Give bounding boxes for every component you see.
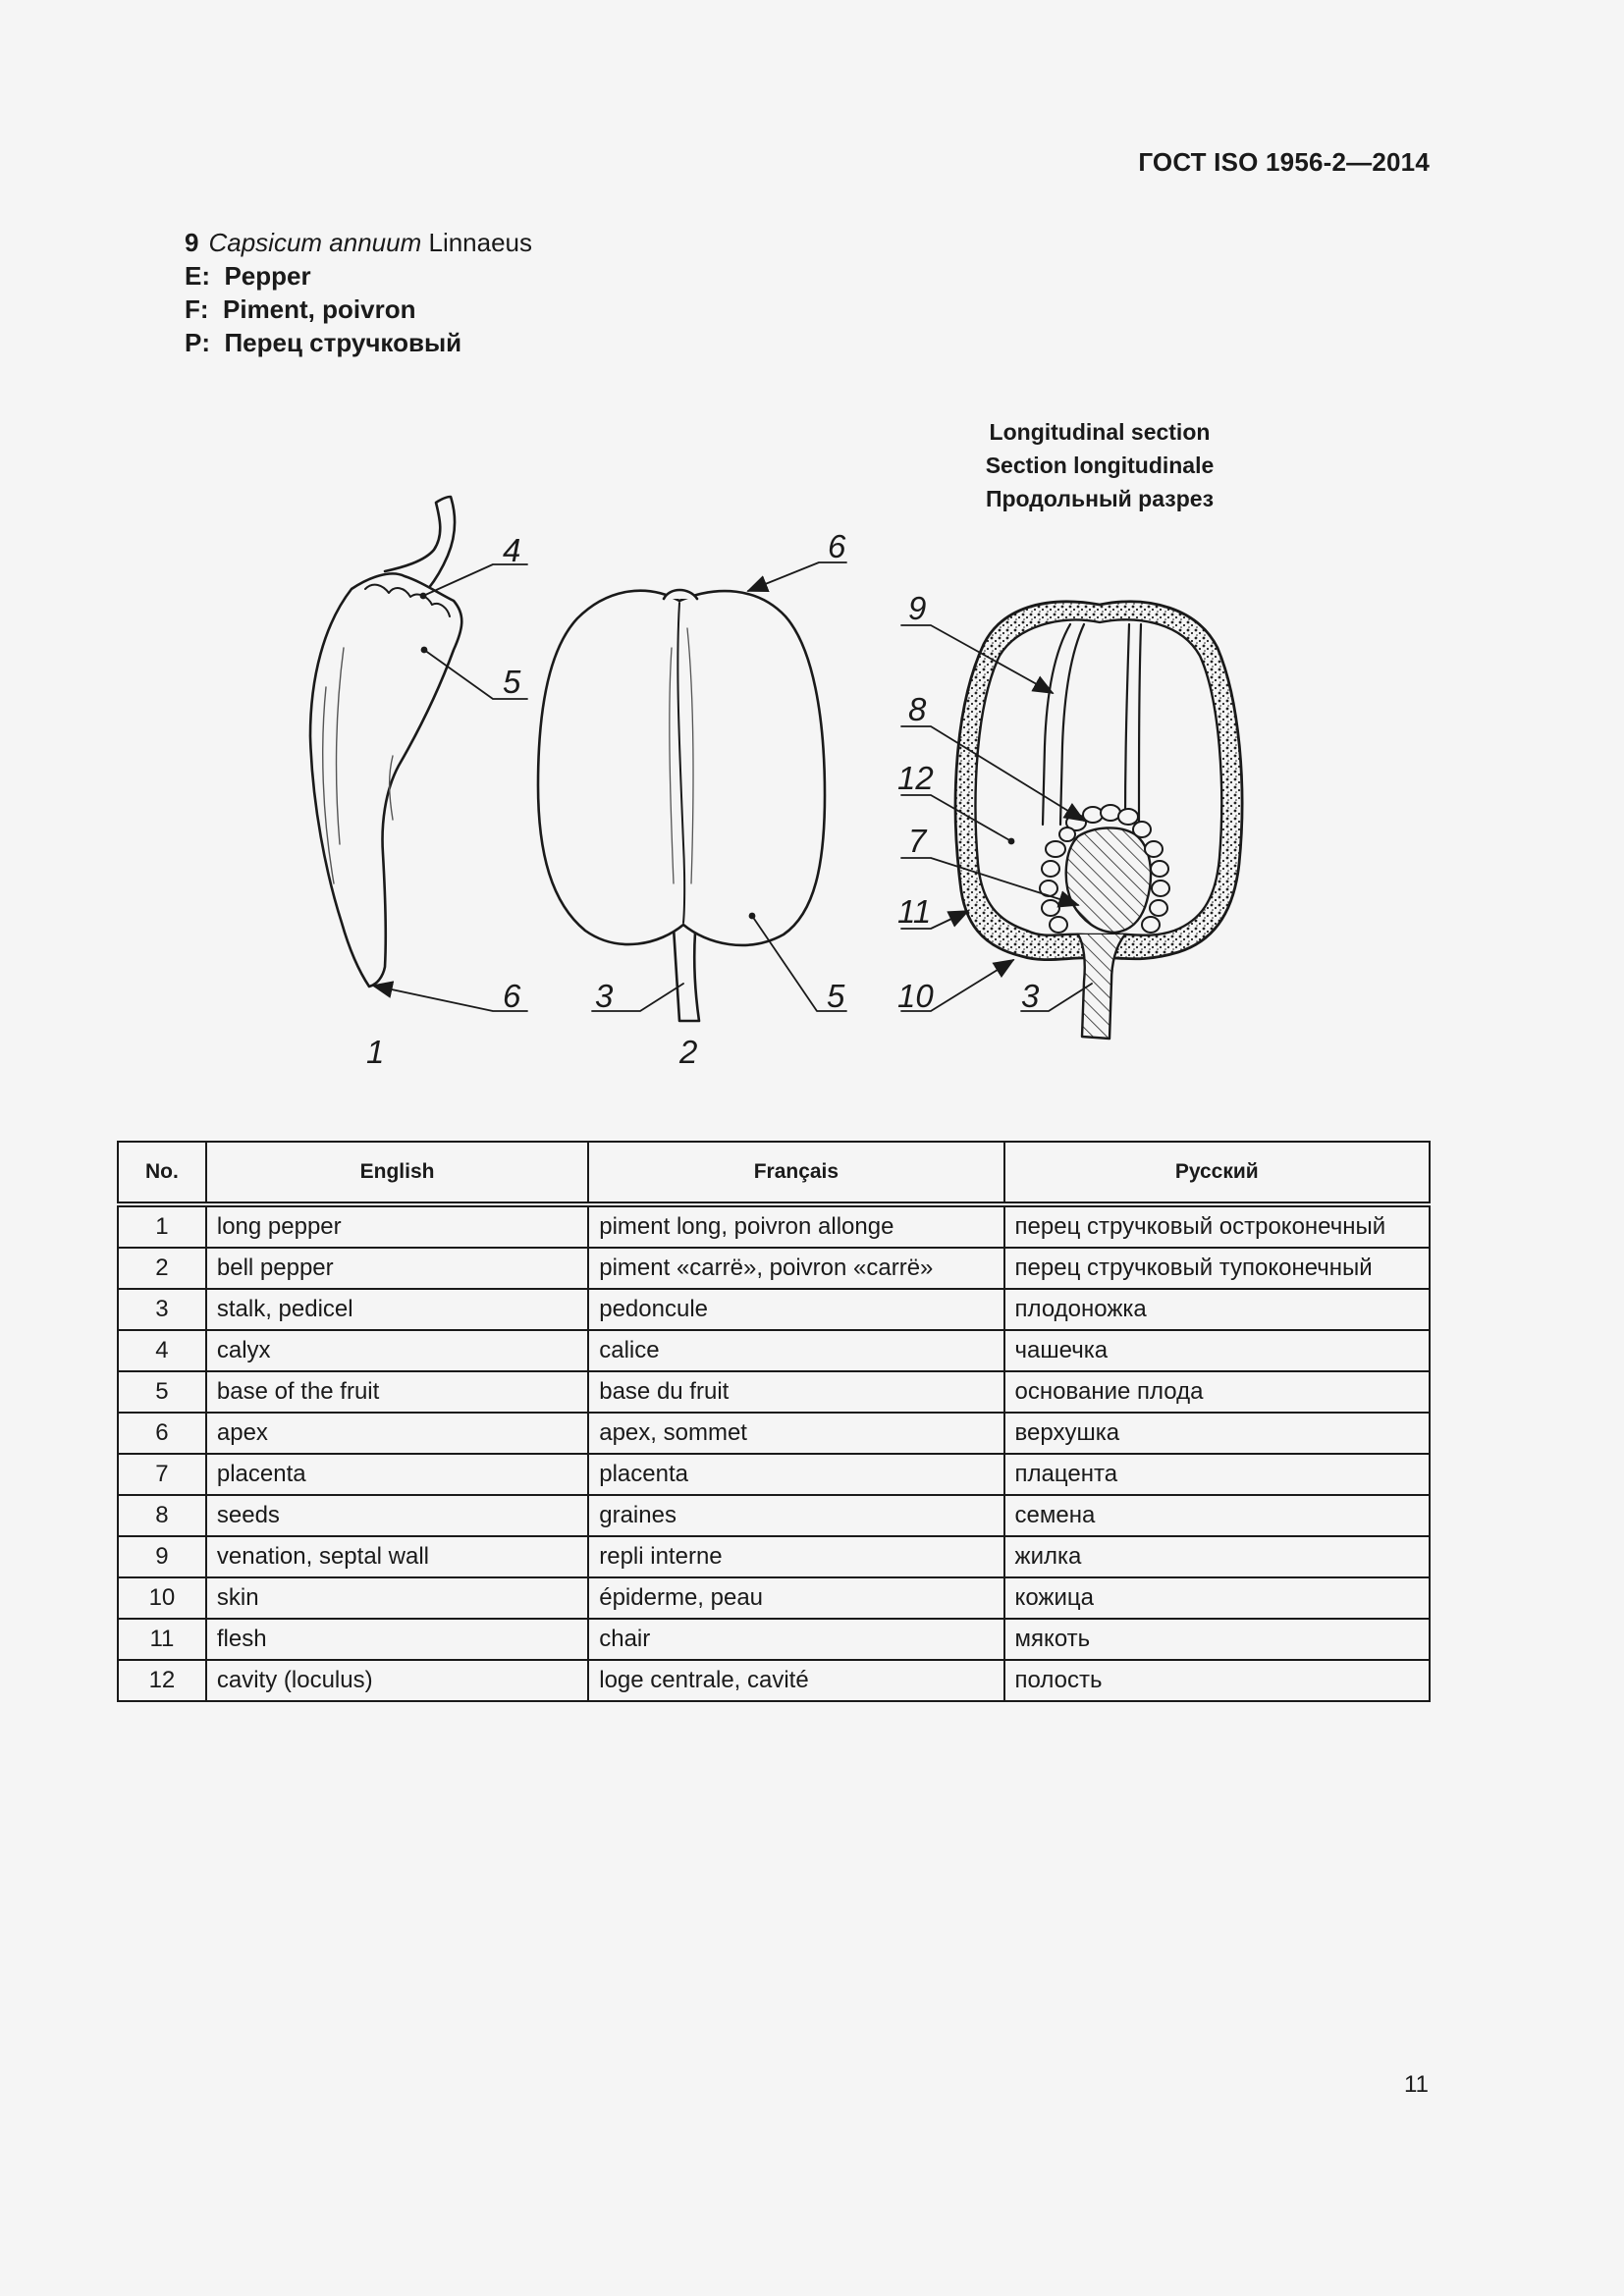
column-header-english: English [206, 1142, 588, 1204]
cell-french: base du fruit [588, 1371, 1003, 1413]
cell-french: piment long, poivron allonge [588, 1204, 1003, 1248]
cell-french: apex, sommet [588, 1413, 1003, 1454]
species-name-french: F: Piment, poivron [185, 294, 416, 324]
table-row [118, 1577, 1430, 1619]
table-row [118, 1248, 1430, 1289]
cell-no: 4 [118, 1330, 206, 1371]
figure-number: 2 [679, 1034, 698, 1070]
cell-russian: плодоножка [1004, 1289, 1430, 1330]
bell-pepper-calyx [664, 590, 697, 599]
table-row [118, 1660, 1430, 1701]
table-row [118, 1413, 1430, 1454]
pepper-illustration [0, 0, 1624, 1099]
standard-designation: ГОСТ ISO 1956-2—2014 [1138, 147, 1430, 177]
cell-english: apex [206, 1413, 588, 1454]
table-row [118, 1619, 1430, 1660]
long-pepper-body [310, 573, 461, 987]
cell-russian: мякоть [1004, 1619, 1430, 1660]
cell-french: repli interne [588, 1536, 1003, 1577]
cell-french: graines [588, 1495, 1003, 1536]
cell-french: placenta [588, 1454, 1003, 1495]
table-row [118, 1495, 1430, 1536]
cell-english: calyx [206, 1330, 588, 1371]
callout-label: 9 [908, 590, 927, 626]
cell-no: 3 [118, 1289, 206, 1330]
cell-russian: перец стручковый остроконечный [1004, 1204, 1430, 1248]
page-number: 11 [1404, 2071, 1429, 2098]
section-caption-en: Longitudinal section [989, 419, 1211, 445]
long-pepper-drawing [310, 497, 461, 987]
callout-label: 6 [503, 978, 521, 1014]
species-number: 9 [185, 228, 199, 257]
cell-russian: перец стручковый тупоконечный [1004, 1248, 1430, 1289]
cell-no: 9 [118, 1536, 206, 1577]
cell-russian: верхушка [1004, 1413, 1430, 1454]
callout-label: 6 [828, 528, 846, 564]
column-header-russian: Русский [1004, 1142, 1430, 1204]
bell-pepper-stalk [674, 928, 699, 1021]
cell-no: 10 [118, 1577, 206, 1619]
cell-russian: плацента [1004, 1454, 1430, 1495]
callout-label: 11 [897, 893, 932, 930]
cell-russian: жилка [1004, 1536, 1430, 1577]
callout-label: 3 [1021, 978, 1040, 1014]
table-header-row [118, 1142, 1430, 1204]
callout-label: 12 [897, 760, 934, 796]
cell-english: stalk, pedicel [206, 1289, 588, 1330]
callout-label: 5 [827, 978, 845, 1014]
section-caption-fr: Section longitudinale [985, 453, 1215, 478]
cell-english: seeds [206, 1495, 588, 1536]
cell-no: 8 [118, 1495, 206, 1536]
cell-no: 6 [118, 1413, 206, 1454]
cell-french: loge centrale, cavité [588, 1660, 1003, 1701]
cell-russian: полость [1004, 1660, 1430, 1701]
column-header-french: Français [588, 1142, 1003, 1204]
leader-6 [748, 562, 846, 591]
table-row [118, 1536, 1430, 1577]
cell-russian: чашечка [1004, 1330, 1430, 1371]
species-latin-name: Capsicum annuum [208, 228, 422, 257]
cell-no: 5 [118, 1371, 206, 1413]
callout-label: 7 [908, 823, 927, 859]
cell-english: placenta [206, 1454, 588, 1495]
section-caption-ru: Продольный разрез [985, 486, 1215, 511]
cell-russian: семена [1004, 1495, 1430, 1536]
cell-no: 2 [118, 1248, 206, 1289]
cell-english: bell pepper [206, 1248, 588, 1289]
callout-label: 10 [897, 978, 934, 1014]
cell-english: venation, septal wall [206, 1536, 588, 1577]
cell-english: flesh [206, 1619, 588, 1660]
cell-english: long pepper [206, 1204, 588, 1248]
bell-pepper-body [538, 591, 825, 945]
species-name-english: E: Pepper [185, 261, 311, 291]
pepper-section-drawing [955, 602, 1242, 1039]
cell-french: épiderme, peau [588, 1577, 1003, 1619]
callout-label: 5 [503, 664, 521, 700]
species-authority: Linnaeus [428, 228, 533, 257]
table-row [118, 1330, 1430, 1371]
table-row [118, 1454, 1430, 1495]
cell-english: skin [206, 1577, 588, 1619]
cell-russian: кожица [1004, 1577, 1430, 1619]
cell-no: 12 [118, 1660, 206, 1701]
cell-french: calice [588, 1330, 1003, 1371]
cell-no: 7 [118, 1454, 206, 1495]
table-row [118, 1371, 1430, 1413]
column-header-no: No. [118, 1142, 206, 1204]
table-row [118, 1289, 1430, 1330]
figure-number: 1 [366, 1034, 385, 1070]
cell-english: cavity (loculus) [206, 1660, 588, 1701]
cell-french: chair [588, 1619, 1003, 1660]
species-name-russian: P: Перец стручковый [185, 328, 462, 357]
callout-label: 8 [908, 691, 927, 727]
cell-english: base of the fruit [206, 1371, 588, 1413]
bell-pepper-drawing [538, 590, 825, 1021]
callout-label: 3 [595, 978, 614, 1014]
cell-french: piment «carrё», poivron «carrё» [588, 1248, 1003, 1289]
table-row [118, 1204, 1430, 1248]
terms-table [117, 1141, 1431, 1702]
cell-no: 1 [118, 1204, 206, 1248]
cell-no: 11 [118, 1619, 206, 1660]
cell-french: pedoncule [588, 1289, 1003, 1330]
cell-russian: основание плода [1004, 1371, 1430, 1413]
callout-label: 4 [503, 532, 521, 568]
